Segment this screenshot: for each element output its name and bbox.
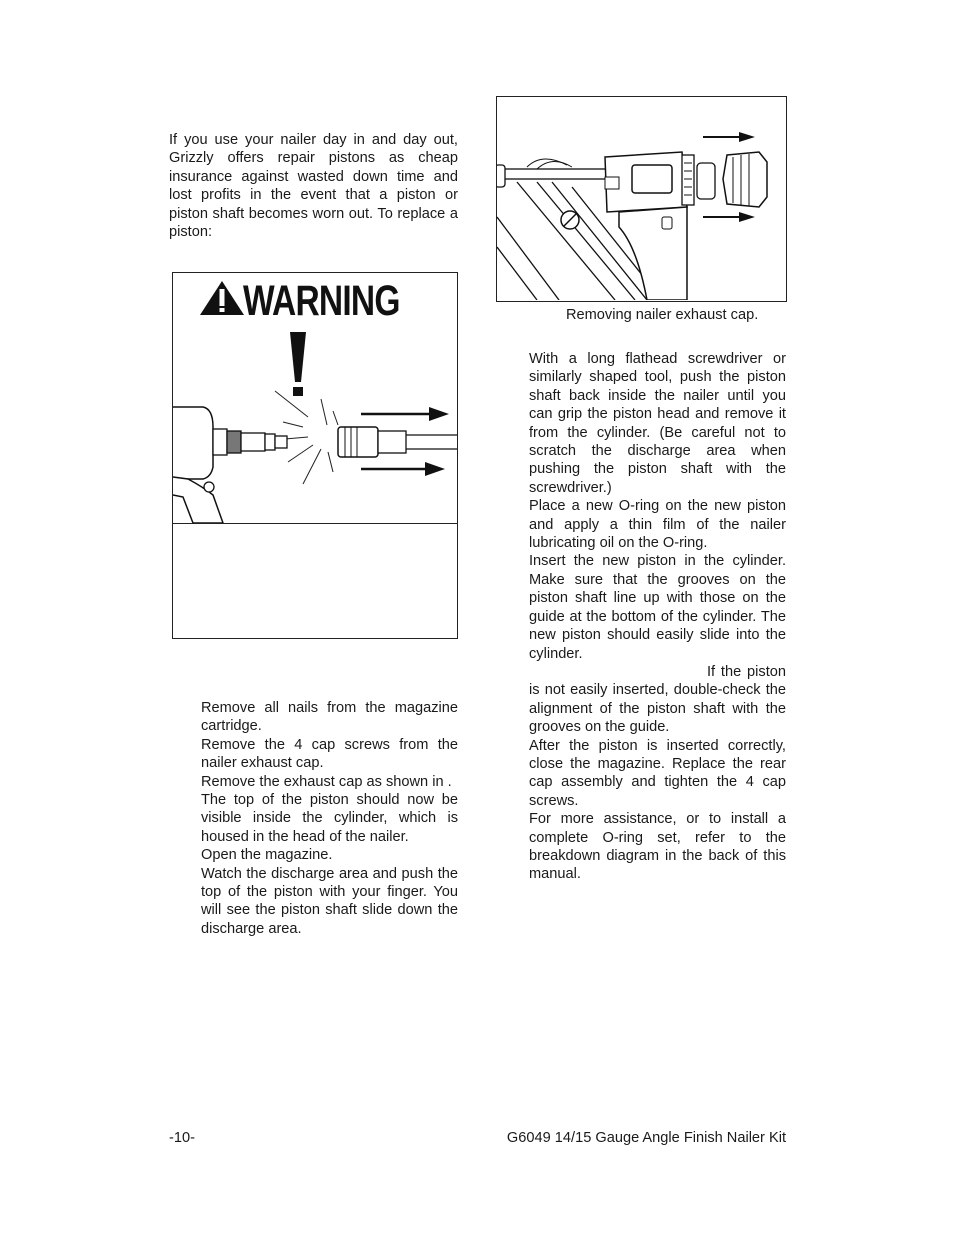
list-item: Place a new O-ring on the new piston and apply a thin film of the nailer lubricating oil on the O-ring. [529, 498, 786, 552]
list-item: The top of the piston should now be visible inside the cylinder, which is housed in the head of the nailer. [201, 792, 458, 845]
figure-box [496, 96, 787, 302]
intro-text: If you use your nailer day in and day out, Grizzly offers repair pistons as cheap insurance against wasted down time and lost profits in the event that a piston or piston shaft becomes worn out. To replace a piston: [169, 132, 458, 241]
steps-left-list [201, 699, 458, 938]
page-number: -10- [169, 1130, 195, 1146]
list-item: Watch the discharge area and push the top of the piston with your finger. You will see the piston shaft slide down the discharge area. [201, 865, 458, 937]
warning-divider [173, 523, 457, 524]
list-item: If the piston is not easily inserted, double-check the alignment of the piston shaft with the grooves on the guide. [529, 663, 786, 736]
list-item: For more assistance, or to install a complete O-ring set, refer to the breakdown diagram in the back of this manual. [529, 811, 786, 883]
list-item: Remove all nails from the magazine cartridge. [201, 700, 458, 735]
steps-right-list [529, 350, 786, 884]
air-hose-disconnect-icon [173, 327, 457, 523]
nailer-exhaust-cap-icon [497, 97, 785, 300]
list-item: Remove the 4 cap screws from the nailer exhaust cap. [201, 736, 458, 772]
warning-title: WARNING [243, 277, 400, 325]
list-item: Insert the new piston in the cylinder. Make sure that the grooves on the piston shaft line up with those on the guide at the bottom of the cylinder. The new piston should easily slide into the cylinder. [529, 553, 786, 662]
document-title: G6049 14/15 Gauge Angle Finish Nailer Kit [506, 1130, 786, 1146]
list-item: Remove the exhaust cap as shown in . [201, 773, 452, 790]
intro-paragraph [169, 131, 458, 241]
warning-triangle-icon [199, 280, 245, 316]
figure-caption: Removing nailer exhaust cap. [566, 307, 759, 323]
list-item: After the piston is inserted correctly, close the magazine. Replace the rear cap assembly and tighten the 4 cap screws. [529, 737, 786, 809]
list-item: Open the magazine. [201, 847, 333, 864]
list-item: With a long flathead screwdriver or similarly shaped tool, push the piston shaft back inside the nailer until you can grip the piston head and remove it from the cylinder. (Be careful not to scratch the discharge area when pushing the piston shaft with the screwdriver.) [529, 351, 786, 496]
warning-box [172, 272, 458, 639]
